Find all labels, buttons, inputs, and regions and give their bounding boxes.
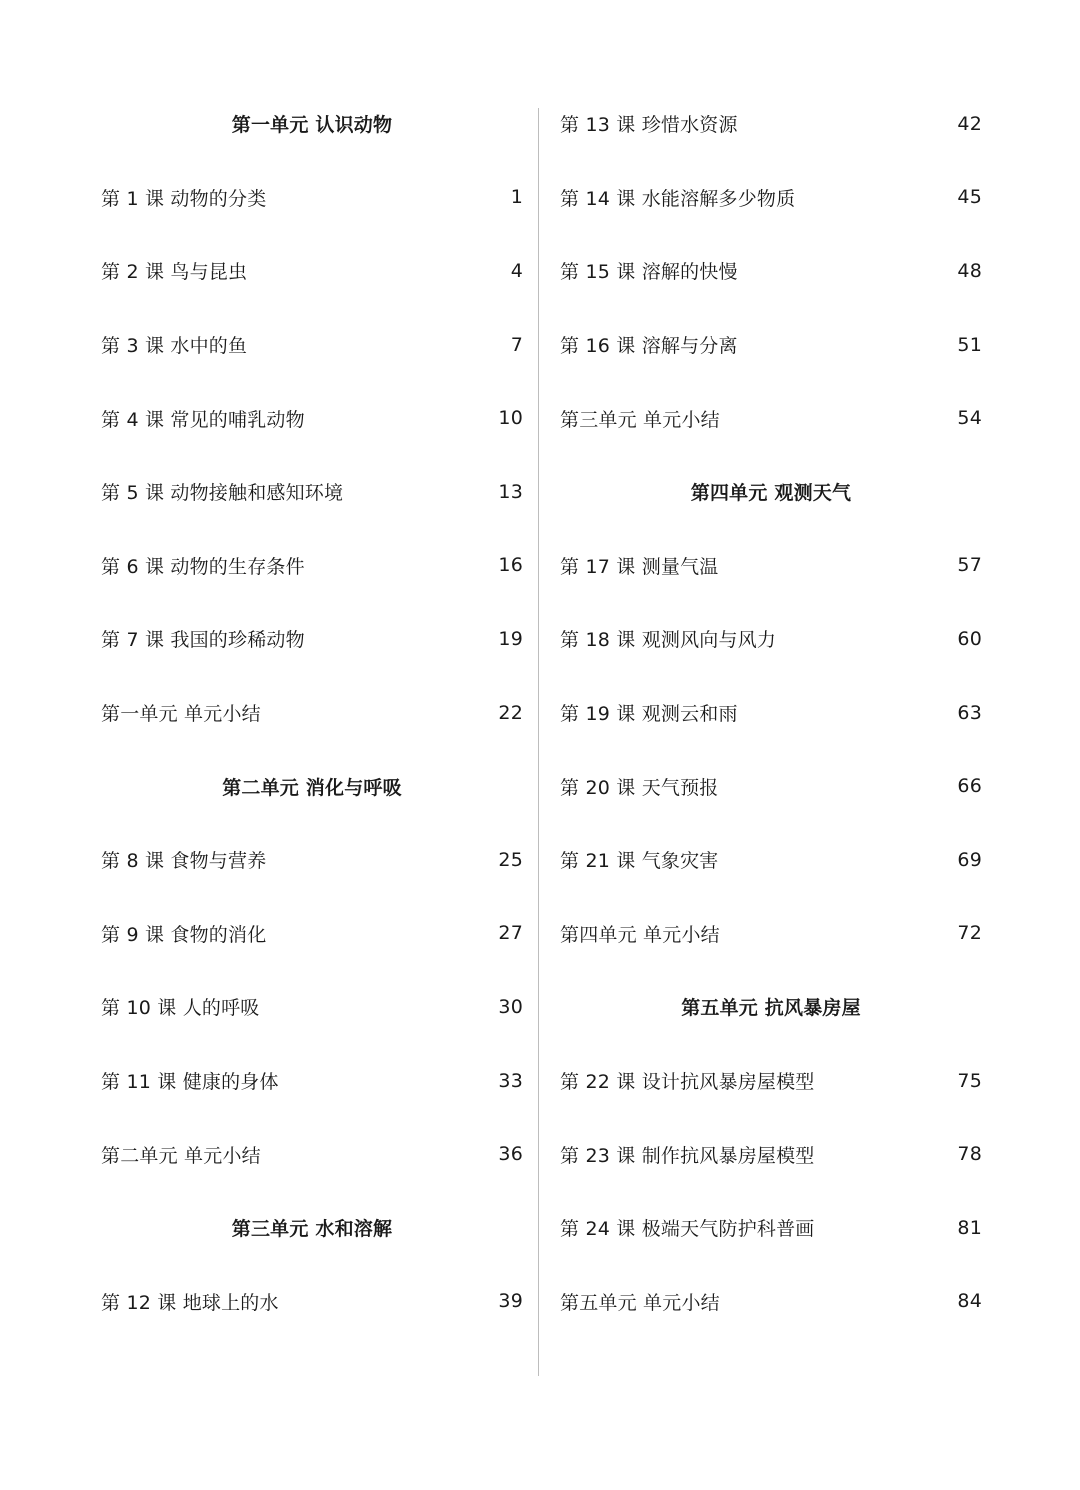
unit-heading [560,455,982,529]
toc-entry-title: 第四单元 单元小结 [560,923,720,946]
unit-heading-title: 第四单元 观测天气 [690,482,852,505]
toc-entry[interactable] [560,308,982,382]
toc-entry[interactable] [101,823,523,897]
toc-entry-title: 第三单元 单元小结 [560,408,720,431]
toc-entry-page-number: 42 [957,112,982,135]
toc-entry-page-number: 78 [957,1143,982,1166]
toc-entry-title: 第五单元 单元小结 [560,1291,720,1314]
toc-entry[interactable] [560,87,982,161]
toc-entry-title: 第 20 课 天气预报 [560,776,719,799]
toc-entry-title: 第 16 课 溶解与分离 [560,335,738,358]
toc-entry[interactable] [101,455,523,529]
toc-entry-page-number: 66 [957,775,982,798]
toc-entry[interactable] [560,1044,982,1118]
unit-heading-title: 第一单元 认识动物 [231,114,393,137]
toc-entry[interactable] [560,749,982,823]
toc-entry-title: 第二单元 单元小结 [101,1144,261,1167]
toc-entry[interactable] [101,602,523,676]
toc-entry-title: 第 12 课 地球上的水 [101,1291,279,1314]
toc-entry-page-number: 54 [957,407,982,430]
toc-entry[interactable] [560,234,982,308]
toc-entry[interactable] [560,897,982,971]
toc-entry-page-number: 48 [957,259,982,282]
unit-heading-title: 第五单元 抗风暴房屋 [681,997,861,1020]
toc-entry-title: 第 15 课 溶解的快慢 [560,261,738,284]
toc-entry[interactable] [101,1265,523,1339]
toc-entry-page-number: 4 [510,259,523,282]
toc-entry[interactable] [101,308,523,382]
toc-entry-page-number: 72 [957,922,982,945]
toc-entry-page-number: 45 [957,186,982,209]
toc-entry-page-number: 33 [498,1069,523,1092]
toc-entry-page-number: 22 [498,701,523,724]
toc-entry-title: 第 22 课 设计抗风暴房屋模型 [560,1071,815,1094]
toc-entry[interactable] [560,602,982,676]
toc-entry-title: 第 6 课 动物的生存条件 [101,555,305,578]
toc-entry-title: 第 17 课 测量气温 [560,555,719,578]
toc-entry[interactable] [101,897,523,971]
toc-entry-page-number: 84 [957,1290,982,1313]
unit-heading [101,87,523,161]
toc-entry-page-number: 75 [957,1069,982,1092]
toc-entry[interactable] [560,676,982,750]
toc-entry-page-number: 30 [498,995,523,1018]
toc-entry-title: 第 10 课 人的呼吸 [101,997,260,1020]
toc-left-column [101,87,523,1338]
toc-entry-page-number: 7 [510,333,523,356]
toc-entry-page-number: 51 [957,333,982,356]
toc-entry[interactable] [101,234,523,308]
toc-entry-title: 第 13 课 珍惜水资源 [560,114,738,137]
toc-entry[interactable] [560,823,982,897]
toc-entry-title: 第 24 课 极端天气防护科普画 [560,1218,815,1241]
toc-right-column [560,87,982,1338]
toc-entry[interactable] [560,161,982,235]
toc-entry-page-number: 16 [498,554,523,577]
toc-entry-page-number: 57 [957,554,982,577]
toc-entry-page-number: 19 [498,627,523,650]
toc-entry-title: 第 5 课 动物接触和感知环境 [101,482,344,505]
toc-entry[interactable] [560,529,982,603]
toc-entry-title: 第 11 课 健康的身体 [101,1071,279,1094]
unit-heading [101,1191,523,1265]
toc-entry-title: 第 19 课 观测云和雨 [560,703,738,726]
toc-entry[interactable] [560,381,982,455]
toc-entry[interactable] [101,529,523,603]
toc-entry[interactable] [101,676,523,750]
toc-entry[interactable] [101,970,523,1044]
toc-entry-title: 第 18 课 观测风向与风力 [560,629,777,652]
column-divider [538,108,539,1376]
unit-heading-title: 第三单元 水和溶解 [231,1218,393,1241]
unit-heading [101,749,523,823]
toc-entry-page-number: 1 [510,186,523,209]
toc-entry-page-number: 63 [957,701,982,724]
toc-entry-title: 第 21 课 气象灾害 [560,850,719,873]
toc-entry[interactable] [101,1117,523,1191]
toc-entry-title: 第 14 课 水能溶解多少物质 [560,187,796,210]
toc-entry-title: 第 3 课 水中的鱼 [101,335,248,358]
toc-entry[interactable] [101,161,523,235]
toc-entry-page-number: 39 [498,1290,523,1313]
toc-entry-title: 第 2 课 鸟与昆虫 [101,261,248,284]
toc-entry-page-number: 27 [498,922,523,945]
toc-entry-title: 第 23 课 制作抗风暴房屋模型 [560,1144,815,1167]
unit-heading [560,970,982,1044]
toc-entry-title: 第一单元 单元小结 [101,703,261,726]
toc-entry[interactable] [560,1117,982,1191]
toc-entry[interactable] [560,1191,982,1265]
toc-entry-page-number: 81 [957,1216,982,1239]
toc-entry-page-number: 69 [957,848,982,871]
toc-entry-page-number: 25 [498,848,523,871]
toc-entry[interactable] [101,381,523,455]
toc-entry-title: 第 7 课 我国的珍稀动物 [101,629,305,652]
toc-entry-page-number: 10 [498,407,523,430]
toc-entry[interactable] [560,1265,982,1339]
toc-entry[interactable] [101,1044,523,1118]
toc-entry-title: 第 8 课 食物与营养 [101,850,267,873]
toc-entry-page-number: 60 [957,627,982,650]
toc-entry-page-number: 13 [498,480,523,503]
toc-entry-title: 第 9 课 食物的消化 [101,923,267,946]
toc-entry-title: 第 4 课 常见的哺乳动物 [101,408,305,431]
toc-entry-title: 第 1 课 动物的分类 [101,187,267,210]
unit-heading-title: 第二单元 消化与呼吸 [222,776,402,799]
toc-entry-page-number: 36 [498,1143,523,1166]
